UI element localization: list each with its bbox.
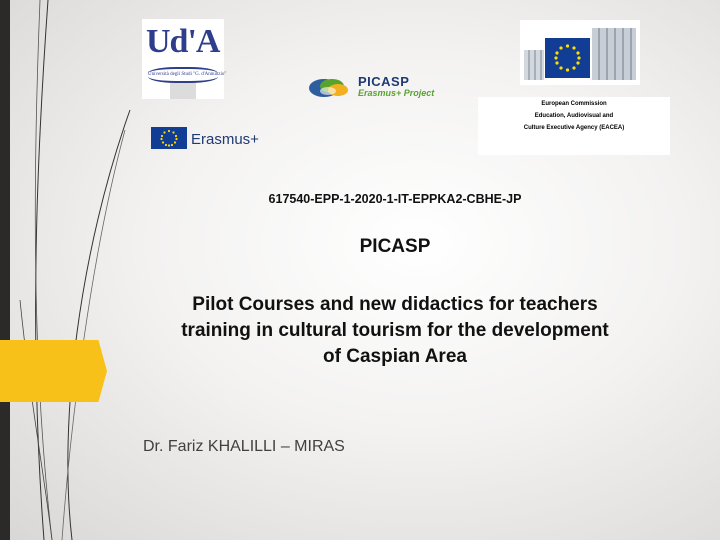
university-logo-pillar	[170, 83, 196, 99]
slide-title: PICASP	[359, 236, 431, 257]
eacea-line-2: Education, Audiovisual and	[534, 113, 614, 119]
picasp-logo	[308, 74, 473, 100]
eu-flag-icon	[545, 38, 590, 78]
european-commission-logo	[520, 20, 640, 85]
author-name: Dr. Fariz KHALILLI – MIRAS	[143, 438, 345, 455]
picasp-logo-name: PICASP	[358, 74, 410, 89]
slide-subtitle	[115, 292, 675, 370]
subtitle-line-1: Pilot Courses and new didactics for teachers	[192, 294, 598, 315]
picasp-mark-icon	[308, 76, 352, 100]
university-logo-ribbon: Università degli Studi "G. d'Annunzio"	[148, 67, 218, 83]
university-logo-text: Ud'A	[146, 23, 220, 60]
university-logo	[142, 19, 227, 99]
eacea-line-1: European Commission	[541, 101, 607, 107]
erasmus-plus-text: Erasmus+	[191, 131, 259, 148]
berlaymont-building-image	[592, 28, 636, 80]
eu-flag-icon	[151, 127, 187, 149]
subtitle-line-2: training in cultural tourism for the development	[181, 320, 609, 341]
erasmus-plus-logo	[151, 127, 276, 153]
eacea-line-3: Culture Executive Agency (EACEA)	[523, 125, 625, 131]
yellow-arrow-accent	[0, 340, 107, 402]
building-image	[524, 50, 544, 80]
eacea-logo	[478, 97, 670, 155]
project-code: 617540-EPP-1-2020-1-IT-EPPKA2-CBHE-JP	[268, 192, 522, 206]
subtitle-line-3: of Caspian Area	[323, 346, 467, 367]
decorative-curves	[0, 0, 140, 540]
picasp-logo-subtitle: Erasmus+ Project	[358, 88, 435, 98]
